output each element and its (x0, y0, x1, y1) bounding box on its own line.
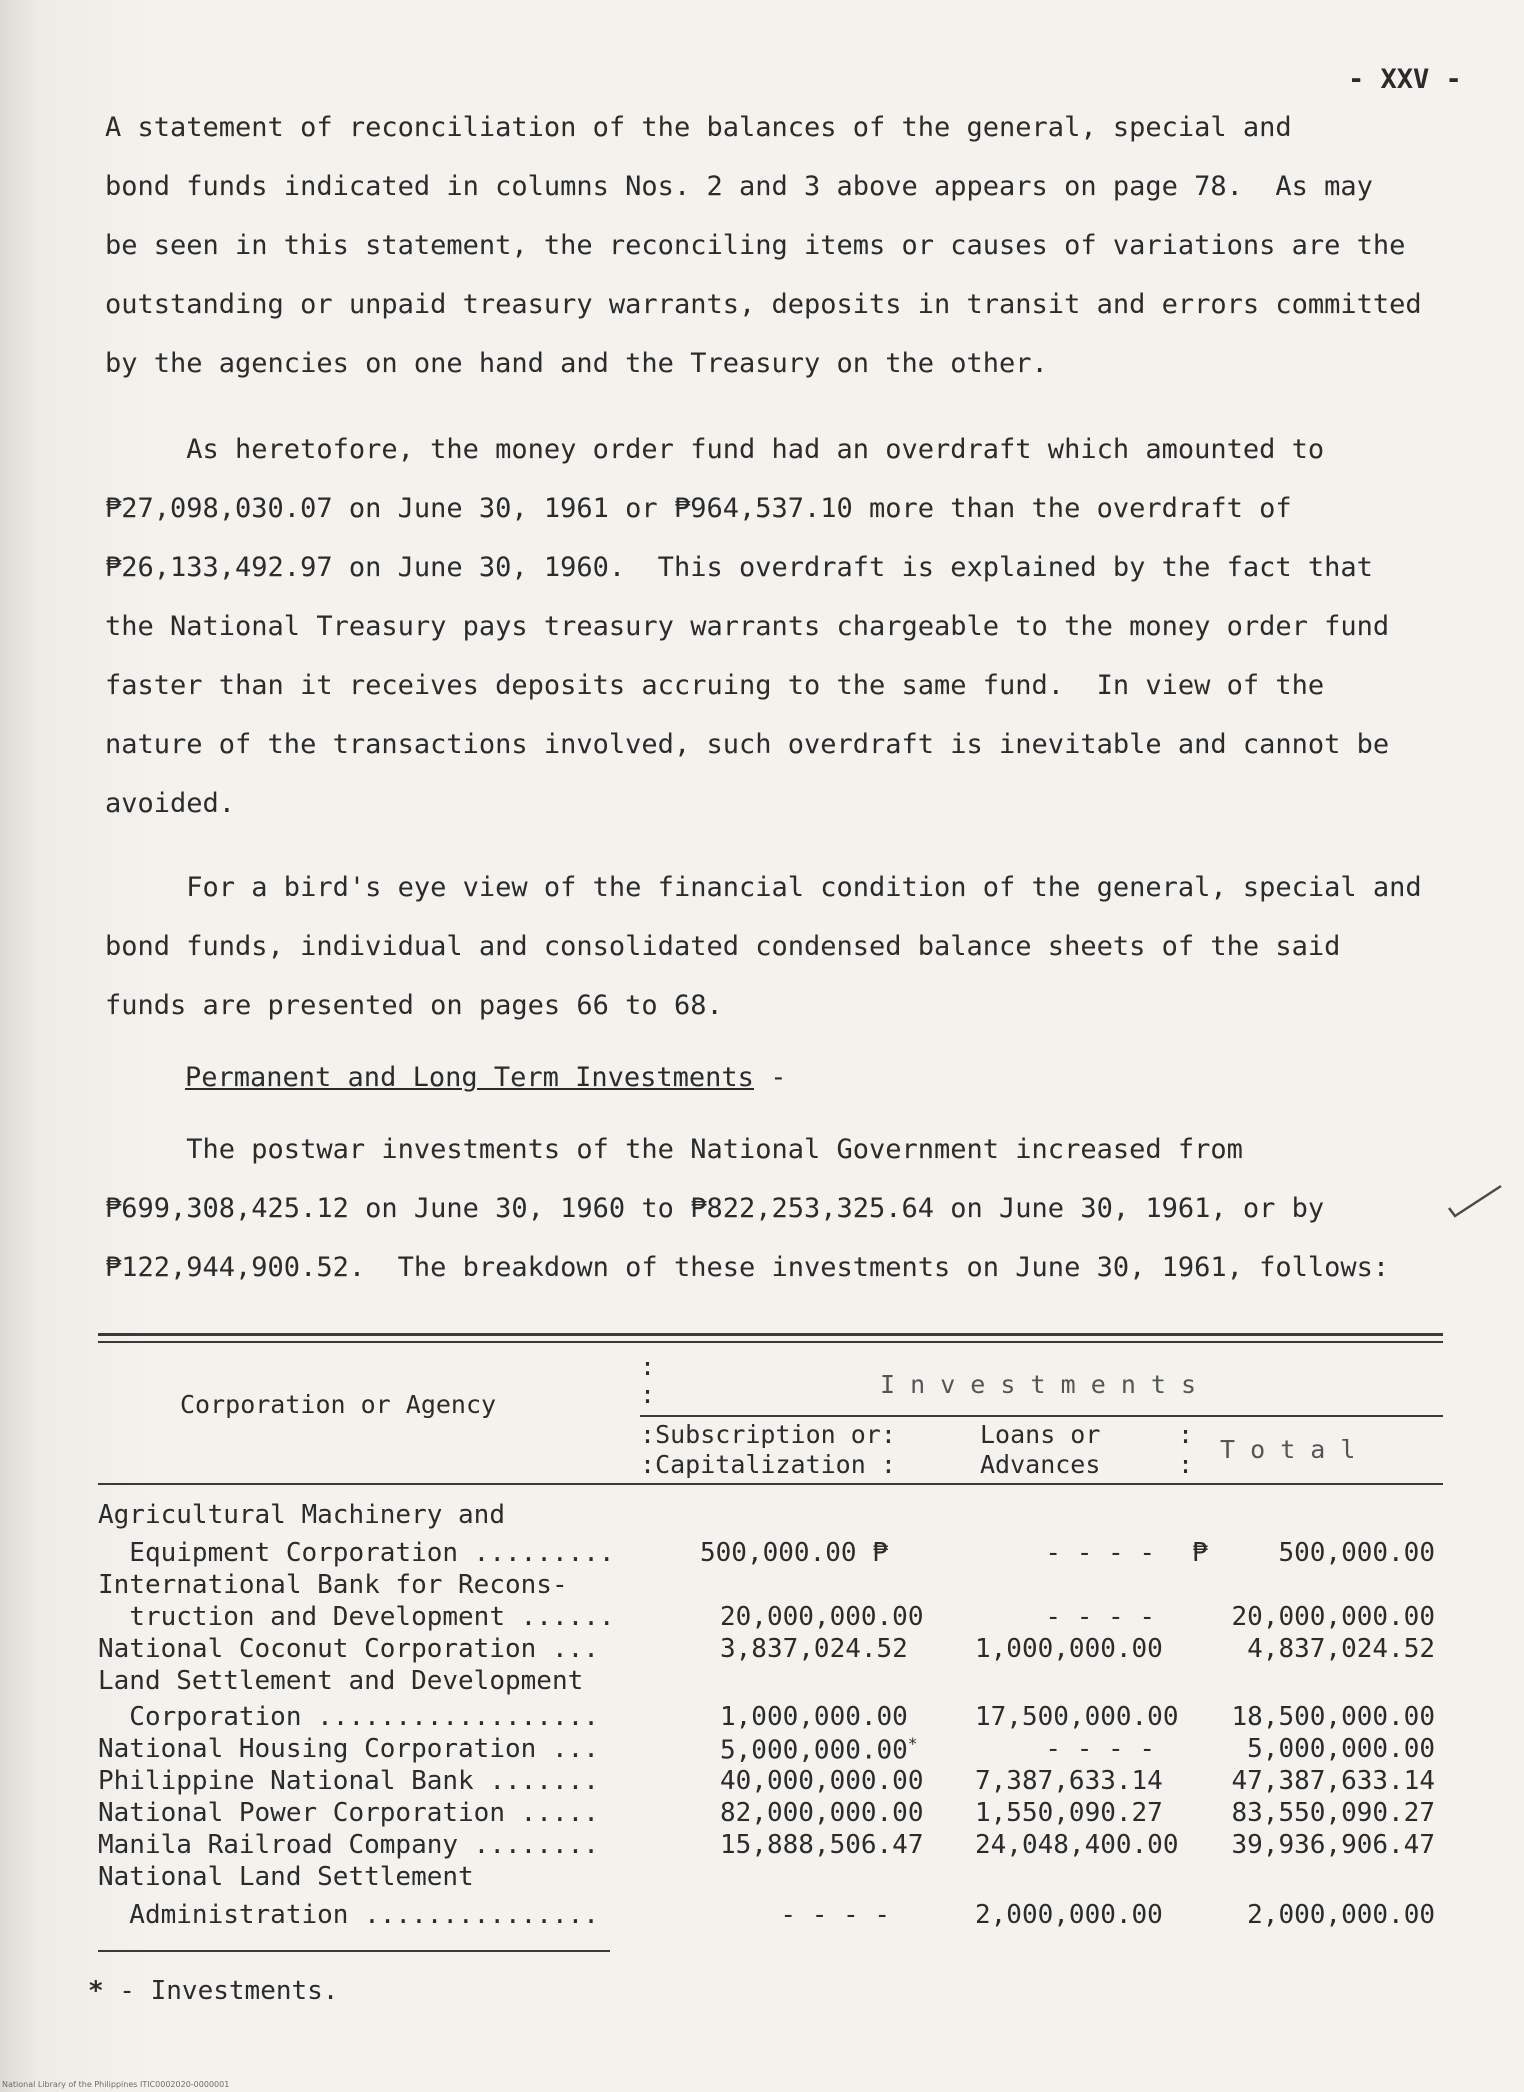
agency-name: Philippine National Bank ....... (98, 1766, 599, 1796)
page-number: - XXV - (1348, 64, 1462, 95)
subscription-value (720, 1734, 918, 1766)
text-line: faster than it receives deposits accruing to the same fund. In view of the (105, 670, 1325, 701)
subscription-amount: 500,000.00 (700, 1538, 857, 1568)
table-row (0, 1766, 1524, 1798)
total-value: 2,000,000.00 (1247, 1900, 1435, 1930)
agency-name: truction and Development ...... (98, 1602, 615, 1632)
loans-value: - - - - (1045, 1734, 1155, 1764)
total-value: 5,000,000.00 (1247, 1734, 1435, 1764)
table-row (0, 1538, 1524, 1570)
total-value: 500,000.00 (1278, 1538, 1435, 1568)
text-line: bond funds indicated in columns Nos. 2 and 3 above appears on page 78. As may (105, 171, 1373, 202)
text-line: by the agencies on one hand and the Treasury on the other. (105, 348, 1048, 379)
agency-name: Land Settlement and Development (98, 1666, 584, 1696)
header-investments: I n v e s t m e n t s (880, 1370, 1197, 1399)
loans-value: 24,048,400.00 (975, 1830, 1179, 1860)
header-subscription-line1: Subscription or (655, 1420, 881, 1449)
header-advances: Advances (980, 1450, 1101, 1479)
total-value: 39,936,906.47 (1231, 1830, 1435, 1860)
section-heading-dash: - (753, 1062, 787, 1093)
subscription-value (700, 1538, 888, 1568)
loans-value: - - - - (1045, 1602, 1155, 1632)
checkmark-icon (1445, 1180, 1505, 1220)
loans-value: 17,500,000.00 (975, 1702, 1179, 1732)
header-colon: : (1178, 1450, 1194, 1479)
agency-name: Manila Railroad Company ........ (98, 1830, 599, 1860)
table-row (0, 1570, 1524, 1602)
footnote (88, 1976, 338, 2006)
header-colon: : (640, 1352, 656, 1381)
table-row (0, 1734, 1524, 1766)
agency-name: Agricultural Machinery and (98, 1500, 505, 1530)
header-bottom-rule (98, 1483, 1443, 1485)
text-line: ₱27,098,030.07 on June 30, 1961 or ₱964,537.10 more than the overdraft of (105, 493, 1292, 524)
subscription-value: - - - - (780, 1900, 890, 1930)
table-row (0, 1862, 1524, 1894)
header-colon: : (1178, 1420, 1194, 1449)
agency-name: International Bank for Recons- (98, 1570, 568, 1600)
header-colon: : (640, 1380, 656, 1409)
table-row (0, 1602, 1524, 1634)
loans-value: 1,550,090.27 (975, 1798, 1163, 1828)
text-line: the National Treasury pays treasury warrants chargeable to the money order fund (105, 611, 1390, 642)
text-line: A statement of reconciliation of the balances of the general, special and (105, 112, 1292, 143)
text-line: outstanding or unpaid treasury warrants, deposits in transit and errors committed (105, 289, 1422, 320)
header-capitalization: :Capitalization : (640, 1450, 896, 1479)
paragraph-money-order (105, 420, 1465, 833)
footnote-rule (98, 1950, 610, 1952)
header-loans: Loans or (980, 1420, 1101, 1449)
paragraph-reconciliation (105, 98, 1465, 393)
text-line: bond funds, individual and consolidated condensed balance sheets of the said (105, 931, 1341, 962)
loans-value: 1,000,000.00 (975, 1634, 1163, 1664)
header-total: T o t a l (1220, 1435, 1356, 1464)
section-heading (185, 1062, 786, 1093)
text-line: funds are presented on pages 66 to 68. (105, 990, 723, 1021)
agency-name: Equipment Corporation ......... (98, 1538, 615, 1568)
table-row (0, 1634, 1524, 1666)
text-line: avoided. (105, 788, 236, 819)
subscription-value: 82,000,000.00 (720, 1798, 924, 1828)
table-row (0, 1500, 1524, 1532)
text-line: be seen in this statement, the reconciling items or causes of variations are the (105, 230, 1406, 261)
total-value: 47,387,633.14 (1231, 1766, 1435, 1796)
table-top-rule (98, 1333, 1443, 1336)
total-value: 18,500,000.00 (1231, 1702, 1435, 1732)
table-row (0, 1666, 1524, 1698)
total-value: 20,000,000.00 (1231, 1602, 1435, 1632)
agency-name: Administration ............... (98, 1900, 599, 1930)
table-row (0, 1702, 1524, 1734)
subscription-value: 40,000,000.00 (720, 1766, 924, 1796)
subscription-amount: 5,000,000.00 (720, 1735, 908, 1766)
subscription-value: 1,000,000.00 (720, 1702, 908, 1732)
header-agency: Corporation or Agency (180, 1390, 497, 1419)
loans-value: 2,000,000.00 (975, 1900, 1163, 1930)
section-heading-title: Permanent and Long Term Investments (185, 1062, 754, 1093)
text-line: ₱26,133,492.97 on June 30, 1960. This overdraft is explained by the fact that (105, 552, 1373, 583)
paragraph-postwar (105, 1120, 1465, 1297)
text-line: ₱122,944,900.52. The breakdown of these investments on June 30, 1961, follows: (105, 1252, 1390, 1283)
agency-name: National Coconut Corporation ... (98, 1634, 599, 1664)
agency-name: Corporation .................. (98, 1702, 599, 1732)
footnote-mark: * (88, 1976, 104, 2006)
footnote-text: - Investments. (103, 1976, 339, 2006)
header-subscription-line2: Capitalization (655, 1450, 866, 1479)
text-line: For a bird's eye view of the financial condition of the general, special and (105, 872, 1422, 903)
peso-sign: ₱ (872, 1538, 888, 1568)
table-row (0, 1798, 1524, 1830)
text-line: nature of the transactions involved, such overdraft is inevitable and cannot be (105, 729, 1390, 760)
header-subscription: :Subscription or: (640, 1420, 896, 1449)
agency-name: National Land Settlement (98, 1862, 474, 1892)
table-top-rule (98, 1341, 1443, 1343)
text-line: ₱699,308,425.12 on June 30, 1960 to ₱822,253,325.64 on June 30, 1961, or by (105, 1193, 1325, 1224)
total-value: 83,550,090.27 (1231, 1798, 1435, 1828)
table-row (0, 1830, 1524, 1862)
subscription-value: 15,888,506.47 (720, 1830, 924, 1860)
peso-sign: ₱ (1192, 1538, 1208, 1568)
header-subrule (640, 1415, 1443, 1417)
loans-value: - - - - (1045, 1538, 1155, 1568)
subscription-value: 3,837,024.52 (720, 1634, 908, 1664)
agency-name: National Housing Corporation ... (98, 1734, 599, 1764)
text-line: As heretofore, the money order fund had an overdraft which amounted to (105, 434, 1325, 465)
scan-metadata: National Library of the Philippines ITIC0002020-0000001 (2, 2080, 230, 2089)
table-row (0, 1900, 1524, 1932)
total-value: 4,837,024.52 (1247, 1634, 1435, 1664)
subscription-value: 20,000,000.00 (720, 1602, 924, 1632)
paragraph-birds-eye (105, 858, 1465, 1035)
text-line: The postwar investments of the National Government increased from (105, 1134, 1243, 1165)
agency-name: National Power Corporation ..... (98, 1798, 599, 1828)
loans-value: 7,387,633.14 (975, 1766, 1163, 1796)
footnote-mark: * (907, 1734, 918, 1753)
